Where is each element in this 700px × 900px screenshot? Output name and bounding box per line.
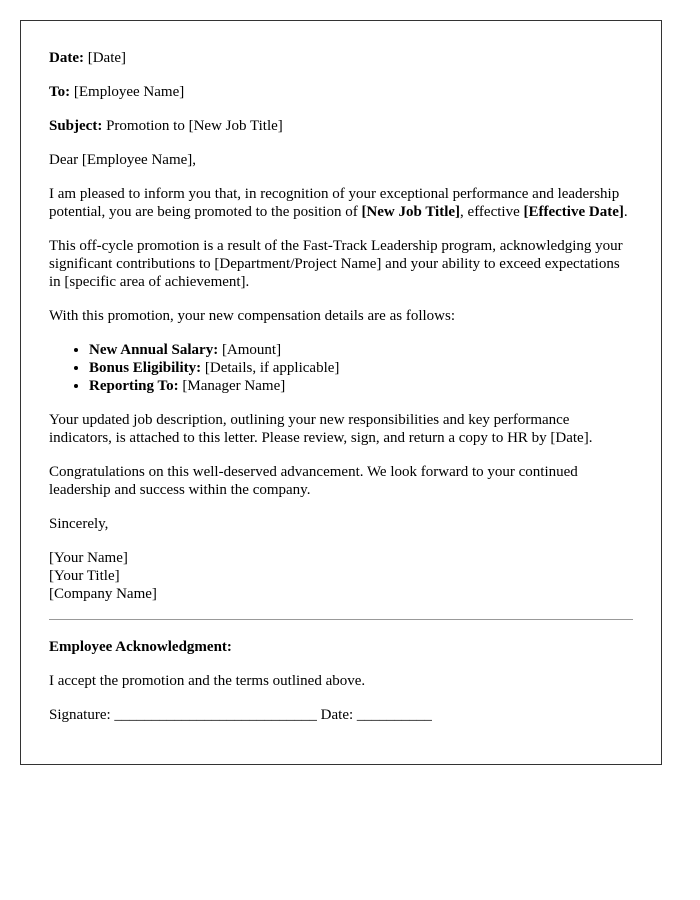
congratulations-paragraph: Congratulations on this well-deserved advancement. We look forward to your continued leadership and success within the company.: [49, 464, 578, 498]
divider: [49, 619, 633, 620]
job-description-paragraph: Your updated job description, outlining your new responsibilities and key performance indicators, is attached to this letter. Please review, sign, and return a copy to HR by [Date].: [49, 412, 593, 446]
signature-field[interactable]: ___________________________: [114, 707, 317, 723]
acknowledgment-heading: Employee Acknowledgment:: [49, 639, 232, 655]
date-field[interactable]: __________: [356, 707, 432, 723]
program-paragraph: This off-cycle promotion is a result of the Fast-Track Leadership program, acknowledging your significant contributions to [Department/Project Name] and your ability to exceed expectations in [specific area of achievement].: [49, 238, 623, 290]
list-item: • Bonus Eligibility: [Details, if applicable]: [89, 359, 633, 377]
intro-paragraph: I am pleased to inform you that, in recognition of your exceptional performance and leadership potential, you are being promoted to the position of [New Job Title], effective [Effective Date].: [49, 186, 628, 220]
closing: Sincerely,: [49, 516, 109, 532]
signature-block: [Your Name] [Your Title] [Company Name]: [49, 550, 157, 602]
date-line: Date: [Date]: [49, 50, 127, 66]
subject-line: Subject: Promotion to [New Job Title]: [49, 118, 283, 134]
compensation-intro: With this promotion, your new compensation details are as follows:: [49, 308, 455, 324]
list-item: • Reporting To: [Manager Name]: [89, 377, 633, 395]
promotion-letter: [20, 20, 662, 765]
signature-row: Signature: ___________________________ Date: __________: [49, 707, 432, 723]
acknowledgment-statement: I accept the promotion and the terms outlined above.: [49, 673, 366, 689]
list-item: • New Annual Salary: [Amount]: [89, 341, 633, 359]
salutation: Dear [Employee Name],: [49, 152, 197, 168]
compensation-list: [49, 341, 633, 395]
to-line: To: [Employee Name]: [49, 84, 185, 100]
